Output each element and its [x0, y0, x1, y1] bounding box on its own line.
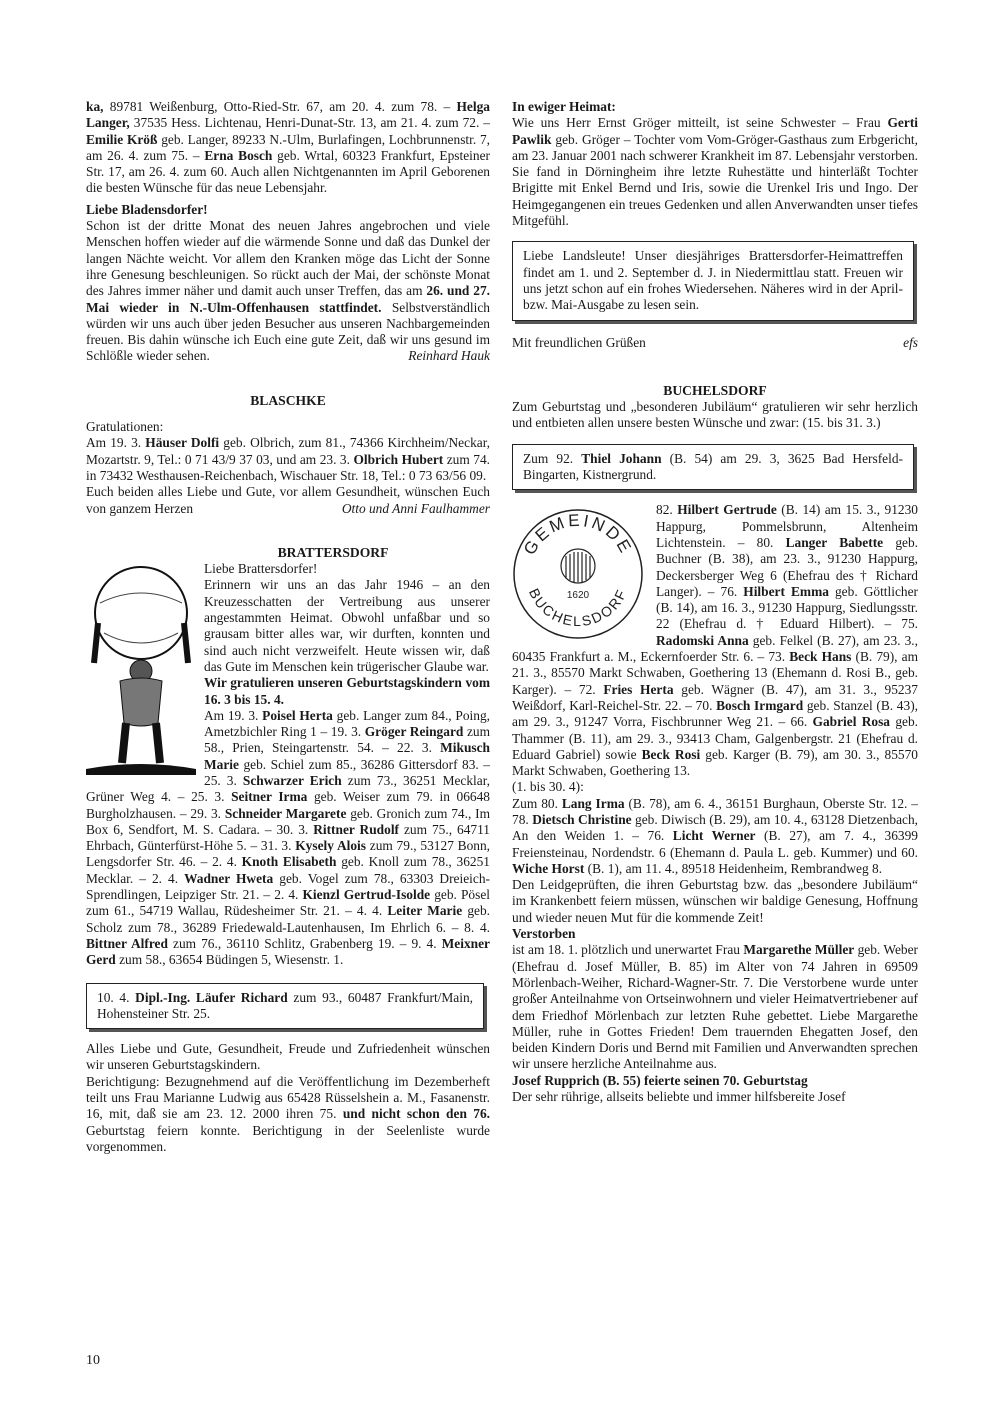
birthday-list-continued: ka, 89781 Weißenburg, Otto-Ried-Str. 67, am 20. 4. zum 78. – Helga Langer, 37535 Hess. Lichtenau, Henri-Dunat-Str. 13, am 21. 4. zum 72. – Emilie Kröß geb. Langer, 89233 N.-Ulm, Burlafingen, Lochbrunnenstr. 7, am 26. 4. zum 75. – Erna Bosch geb. Wrtal, 60323 Frankfurt, Epsteiner Str. 17, am 26. 4. zum 60. Auch allen Nichtgenannten im April Geborenen die besten Wünsche für das neue Lebensjahr.	[86, 99, 490, 196]
signature: Otto und Anni Faulhammer	[341, 500, 490, 516]
brattersdorf-birthdays: Am 19. 3. Poisel Herta geb. Langer zum 84., Poing, Ametzbichler Ring 1 – 19. 3. Gröger Reingard zum 58., Prien, Steingartenstr. 54. – 22. 3. Mikusch Marie geb. Schiel zum 85., 36286 Gittersdorf 83. – 25. 3. Schwarzer Erich zum 73., 36251 Mecklar, Grüner Weg 4. – 25. 3. Seitner Irma geb. Weiser zum 79. in 06648 Burgholzhausen. – 29. 3. Schneider Margarete geb. Gronich zum 74., Im Box 6, Sendfort, M. S. Cadara. – 30. 3. Rittner Rudolf zum 75., 64711 Ehrbach, Günterfürst-Höhe 5. – 31. 3. Kysely Alois zum 79., 53127 Bonn, Lengsdorfer Str. 46. – 2. 4. Knoth Elisabeth geb. Knoll zum 78., 36251 Mecklar. – 2. 4. Wadner Hweta geb. Vogel zum 78., 63303 Dreieich-Sprendlingen, Leipziger Str. 21. – 2. 4. Kienzl Gertrud-Isolde geb. Pösel zum 61., 54719 Wallau, Rüdesheimer Str. 21. – 4. 4. Leiter Marie geb. Scholz zum 78., 36289 Friedewald-Lautenhausen, Im Ehrlich 6. – 8. 4. Bittner Alfred zum 76., 36110 Schlitz, Grabenberg 19. – 9. 4. Meixner Gerd zum 58., 63654 Büdingen 5, Wiesenstr. 1.	[86, 707, 491, 968]
greeting-text: Schon ist der dritte Monat des neuen Jahres angebrochen und viele Menschen hoffen wieder auf die wärmende Sonne und daß das Dunkel der langen Nächte weicht. Vor allem den Kranken möge das Licht der Sonne ihre Genesung beschleunigen. So rückt auch der Mai, der schönste Monat des Jahres immer näher und damit auch unser Treffen, das am 26. und 27. Mai wieder in N.-Ulm-Offenhausen stattfindet. Selbstverständlich würden wir uns auch über jeden Besucher aus unseren Nachbargemeinden freuen. Bis dahin wünsche ich Euch eine gute Zeit, daß wir uns gesund im Schlößle wieder sehen. Reinhard Hauk	[86, 218, 491, 364]
congrats-label: Gratulationen:	[86, 419, 164, 435]
section-heading-buchelsdorf: BUCHELSDORF	[663, 382, 767, 398]
highlight-box-laeufer: 10. 4. Dipl.-Ing. Läufer Richard zum 93., 60487 Frankfurt/Main, Hohensteiner Str. 25.	[86, 983, 484, 1030]
closing-wishes: Alles Liebe und Gute, Gesundheit, Freude und Zufriedenheit wünschen wir unseren Geburtstagskindern.	[86, 1041, 490, 1073]
municipality-seal	[508, 504, 648, 644]
atlas-statue-illustration	[86, 563, 196, 781]
meeting-announcement-box: Liebe Landsleute! Unser diesjähriges Brattersdorfer-Heimattreffen findet am 1. und 2. September d. J. in Niedermittlau statt. Freuen wir uns jetzt schon auf ein frohes Wiedersehen. Näheres wird in der April- bzw. Mai-Ausgabe zu lesen sein.	[512, 241, 914, 320]
buchelsdorf-intro: Zum Geburtstag und „besonderen Jubiläum“ gratulieren wir sehr herzlich und entbieten allen unsere besten Wünsche und zwar: (15. bis 31. 3.)	[512, 399, 918, 431]
seal-text-top: GEMEINDE	[519, 511, 637, 559]
seal-text-bottom: BUCHELSDORF	[525, 586, 631, 630]
rupprich-title: Josef Rupprich (B. 55) feierte seinen 70. Geburtstag	[512, 1072, 808, 1088]
blaschke-birthdays: Am 19. 3. Häuser Dolfi geb. Olbrich, zum 81., 74366 Kirchheim/Neckar, Mozartstr. 9, Tel.: 0 71 43/9 37 03, und am 23. 3. Olbrich Hubert zum 74. in 73432 Westhausen-Reichenbach, Wischauer Str. 18, Tel.: 0 73 63/56 09.	[86, 435, 490, 483]
obituary-text: Wie uns Herr Ernst Gröger mitteilt, ist seine Schwester – Frau Gerti Pawlik geb. Gröger – Tochter vom Vom-Gröger-Gasthaus zum Erbgericht, am 23. Januar 2001 nach schwerer Krankheit im 87. Lebensjahr verstorben. Sie fand in Dörningheim ihre letzte Ruhestätte und hinterläßt Tochter Brigitte mit Enkel Bernd und Iris, sowie die Urenkel Iris und Ingo. Der Heimgegangenen ein treues Gedenken und allen Anverwandten unser tiefes Mitgefühl.	[512, 115, 918, 229]
brattersdorf-salutation: Liebe Brattersdorfer!	[204, 561, 318, 577]
greeting-title: Liebe Bladensdorfer!	[86, 201, 208, 217]
rupprich-text: Der sehr rührige, allseits beliebte und immer hilfsbereite Josef	[512, 1089, 846, 1105]
buchelsdorf-march-birthdays: 82. Hilbert Gertrude (B. 14) am 15. 3., 91230 Happurg, Pommelsbrunn, Altenheim Lichtenstein. – 80. Langer Babette geb. Buchner (B. 38), am 23. 3., 91230 Happurg, Deckersberger Weg 6 (Ehefrau des † Richard Langer). – 76. Hilbert Emma geb. Göttlicher (B. 14), am 16. 3., 91230 Happurg, Siedlungsstr. 22 (Ehefrau d. † Eduard Hilbert). – 75. Radomski Anna geb. Felkel (B. 27), am 23. 3., 60435 Frankfurt a. M., Eckernfoerder Str. 6. – 73. Beck Hans (B. 79), am 21. 3., 85570 Markt Schwaben, Goethering 13 (Ehemann d. Rosi B., geb. Karger). – 72. Fries Herta geb. Wägner (B. 47), am 31. 3., 95237 Weißdorf, Karl-Reichel-Str. 22. – 70. Bosch Irmgard geb. Stanzel (B. 43), am 29. 3., 91247 Vorra, Fischbrunner Weg 21. – 66. Gabriel Rosa geb. Thammer (B. 11), am 29. 3., 93413 Cham, Galgenbergstr. 21 (Ehefrau d. Eduard Gabriel) sowie Beck Rosi geb. Karger (B. 79), am 30. 3., 85570 Markt Schwaben, Goethering 13.	[512, 502, 919, 779]
section-heading-blaschke: BLASCHKE	[250, 392, 326, 408]
obituary-title: In ewiger Heimat:	[512, 99, 616, 114]
signature: Reinhard Hauk	[408, 348, 490, 364]
blaschke-wishes: Euch beiden alles Liebe und Gute, vor allem Gesundheit, wünschen Euch von ganzem Herzen Otto und Anni Faulhammer	[86, 484, 490, 516]
birthday-heading: Wir gratulieren unseren Geburtstagskindern vom 16. 3 bis 15. 4.	[204, 675, 490, 707]
deceased-text: ist am 18. 1. plötzlich und unerwartet Frau Margarethe Müller geb. Weber (Ehefrau d. Josef Müller, B. 85) im Alter von 74 Jahren in 69509 Mörlenbach-Weiher, Richard-Wagner-Str. 7. Die Verstorbene wurde unter großer Anteilnahme von Ortseinwohnern und vieler Heimatvertriebener auf dem Friedhof Mörlenbach zur letzten Ruhe gebettet. Liebe Margarethe Müller, ruhe in Gottes Frieden! Dem trauernden Ehegatten Josef, den beiden Kindern Doris und Bernd mit Familien und Anverwandten sprechen wir unsere herzliche Anteilnahme aus.	[512, 942, 918, 1072]
highlight-box-thiel: Zum 92. Thiel Johann (B. 54) am 29. 3, 3625 Bad Hersfeld-Bingarten, Kistnergrund.	[512, 444, 914, 491]
left-column	[86, 99, 490, 1155]
correction-note: Berichtigung: Bezugnehmend auf die Veröffentlichung im Dezemberheft teilt uns Frau Marianne Ludwig aus 65428 Rüsselshein a. M., Fasanenstr. 16, mit, daß sie am 23. 12. 2000 ihren 75. und nicht schon den 76. Geburtstag feiern konnte. Berichtigung in der Seelenliste wurde vorgenommen.	[86, 1073, 491, 1154]
regards-line: Mit freundlichen Grüßen efs	[512, 334, 918, 350]
page-number: 10	[86, 1353, 100, 1368]
deceased-title: Verstorben	[512, 926, 576, 942]
section-heading-brattersdorf: BRATTERSDORF	[277, 544, 389, 560]
signature: efs	[903, 334, 918, 350]
brattersdorf-intro: Erinnern wir uns an das Jahr 1946 – an den Kreuzesschatten der Vertreibung aus unserer angestammten Heimat. Obwohl unfaßbar und so grausam bitter alles war, wir durften, konnten und sind auch nicht verzweifelt. Heute wissen wir, daß das Gute im Menschen kein trügerischer Glaube war.	[204, 577, 490, 674]
april-range: (1. bis 30. 4):	[512, 779, 584, 795]
right-column	[512, 99, 918, 1105]
buchelsdorf-april-birthdays: Zum 80. Lang Irma (B. 78), am 6. 4., 36151 Burghaun, Oberste Str. 12. – 78. Dietsch Christine geb. Diwisch (B. 29), am 10. 4., 63128 Dietzenbach, An den Weiden 1. – 76. Licht Werner (B. 27), am 7. 4., 36399 Freiensteinau, Nordendstr. 6 (Ehemann d. Paula L. geb. Kummer) und 60. Wiche Horst (B. 1), am 11. 4., 89518 Heidenheim, Rembrandweg 8.	[512, 795, 919, 876]
get-well-wishes: Den Leidgeprüften, die ihren Geburtstag bzw. das „besondere Jubiläum“ im Krankenbett feiern müssen, wünschen wir baldige Genesung, Hoffnung und wieder neuen Mut für die kommende Zeit!	[512, 877, 918, 925]
seal-year: 1620	[566, 590, 590, 602]
